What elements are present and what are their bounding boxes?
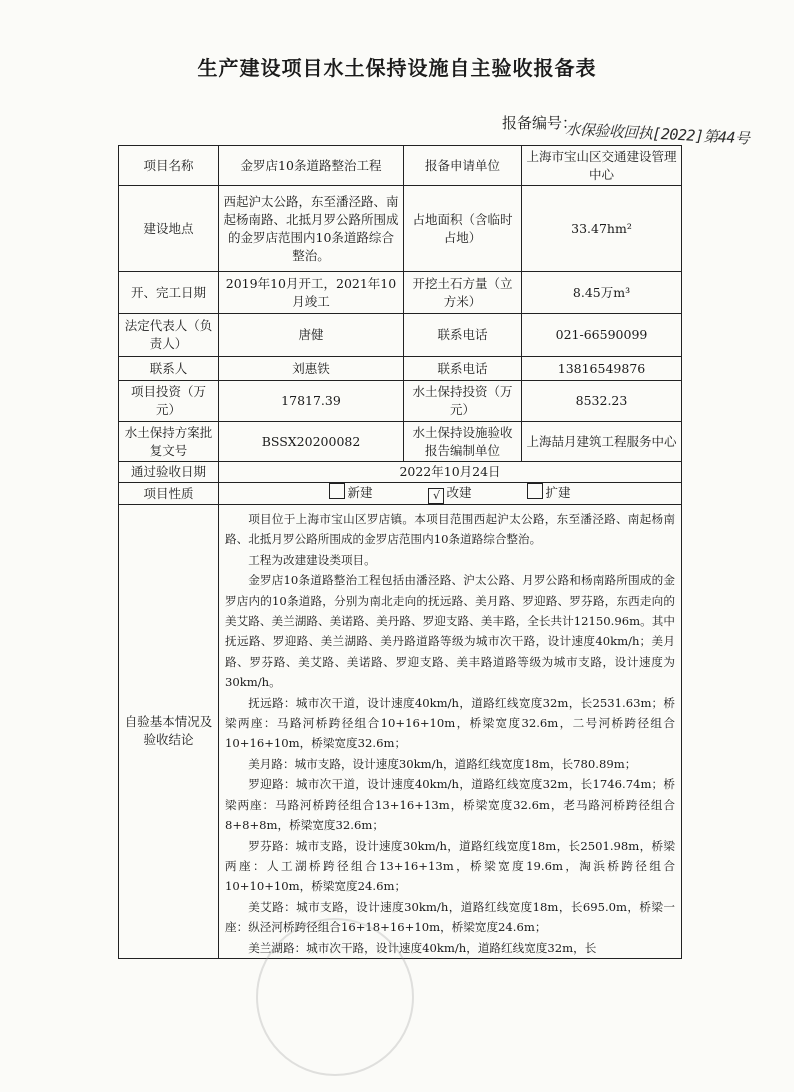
conclusion-paragraph: 罗芬路：城市支路，设计速度30km/h，道路红线宽度18m，长2501.98m，桥梁两座：人工湖桥跨径组合13+16+13m，桥梁宽度19.6m，淘浜桥跨径组合10+10+10m，桥梁宽度24.6m；: [225, 838, 675, 894]
row-project-name: [119, 146, 682, 186]
option-rebuild: [428, 484, 471, 504]
applicant-label: 报备申请单位: [404, 146, 522, 186]
checkbox-new: [329, 483, 345, 499]
conclusion-label: 自验基本情况及验收结论: [119, 505, 219, 959]
page-title: 生产建设项目水土保持设施自主验收报备表: [197, 56, 597, 80]
area-value: 33.47hm²: [522, 186, 682, 272]
registration-number: 水保验收回执[2022]第44号: [564, 119, 750, 148]
conclusion-paragraph: 抚远路：城市次干道，设计速度40km/h，道路红线宽度32m，长2531.63m；桥梁两座：马路河桥跨径组合10+16+10m，桥梁宽度32.6m，二号河桥跨径组合10+16+10m，桥梁宽度32.6m；: [225, 695, 675, 751]
report-unit-value: 上海喆月建筑工程服务中心: [522, 422, 682, 462]
swc-investment-label: 水土保持投资（万元）: [404, 381, 522, 422]
approval-label: 水土保持方案批复文号: [119, 422, 219, 462]
option-new-label: 新建: [347, 485, 373, 500]
legal-rep-label: 法定代表人（负责人）: [119, 314, 219, 357]
row-acceptance-date: [119, 462, 682, 483]
registration-label: 报备编号：: [502, 114, 578, 132]
swc-investment-value: 8532.23: [522, 381, 682, 422]
location-label: 建设地点: [119, 186, 219, 272]
row-conclusion: [119, 505, 682, 959]
legal-rep-value: 唐健: [219, 314, 404, 357]
row-dates: [119, 272, 682, 314]
nature-label: 项目性质: [119, 483, 219, 505]
conclusion-paragraph: 罗迎路：城市次干道，设计速度40km/h，道路红线宽度32m，长1746.74m；桥梁两座：马路河桥跨径组合13+16+13m，桥梁宽度32.6m，老马路河桥跨径组合8+8+8m，桥梁宽度32.6m；: [225, 777, 675, 833]
row-investment: [119, 381, 682, 422]
option-rebuild-label: 改建: [446, 485, 472, 500]
contact-value: 刘惠铁: [219, 357, 404, 381]
earthwork-label: 开挖土石方量（立方米）: [404, 272, 522, 314]
dates-label: 开、完工日期: [119, 272, 219, 314]
nature-options: [219, 483, 682, 505]
conclusion-paragraph: 金罗店10条道路整治工程包括由潘泾路、沪太公路、月罗公路和杨南路所围成的金罗店内的10条道路，分别为南北走向的抚远路、美月路、罗迎路、罗芬路，东西走向的美艾路、美兰湖路、美诺路、美丹路、罗迎支路、美丰路，全长共计12150.96m。其中抚远路、罗迎路、美兰湖路、美丹路道路等级为城市次干路，设计速度40km/h；美月路、罗芬路、美艾路、美诺路、罗迎支路、美丰路道路等级为城市支路，设计速度为30km/h。: [225, 573, 675, 690]
project-name-value: 金罗店10条道路整治工程: [219, 146, 404, 186]
option-expand: [527, 483, 570, 502]
row-project-nature: [119, 483, 682, 505]
filing-form-table: [118, 145, 682, 959]
applicant-value: 上海市宝山区交通建设管理中心: [522, 146, 682, 186]
area-label: 占地面积（含临时占地）: [404, 186, 522, 272]
row-location: [119, 186, 682, 272]
conclusion-body: [219, 505, 682, 959]
earthwork-value: 8.45万m³: [522, 272, 682, 314]
faint-seal-stamp: [256, 918, 414, 1076]
dates-value: 2019年10月开工，2021年10月竣工: [219, 272, 404, 314]
report-unit-label: 水土保持设施验收报告编制单位: [404, 422, 522, 462]
acceptance-date-value: 2022年10月24日: [219, 462, 682, 483]
conclusion-paragraph: 美月路：城市支路，设计速度30km/h，道路红线宽度18m，长780.89m；: [248, 756, 637, 771]
conclusion-paragraph: 美兰湖路：城市次干路，设计速度40km/h，道路红线宽度32m，长: [248, 940, 597, 955]
row-contact: [119, 357, 682, 381]
conclusion-paragraph: 美艾路：城市支路，设计速度30km/h，道路红线宽度18m，长695.0m，桥梁一座：纵泾河桥跨径组合16+18+16+10m，桥梁宽度24.6m；: [225, 899, 675, 935]
investment-label: 项目投资（万元）: [119, 381, 219, 422]
approval-value: BSSX20200082: [219, 422, 404, 462]
row-legal-rep: [119, 314, 682, 357]
contact-phone-value: 13816549876: [522, 357, 682, 381]
project-name-label: 项目名称: [119, 146, 219, 186]
option-expand-label: 扩建: [545, 485, 571, 500]
contact-label: 联系人: [119, 357, 219, 381]
investment-value: 17817.39: [219, 381, 404, 422]
acceptance-date-label: 通过验收日期: [119, 462, 219, 483]
phone-label: 联系电话: [404, 314, 522, 357]
location-value: 西起沪太公路，东至潘泾路、南起杨南路、北抵月罗公路所围成的金罗店范围内10条道路综合整治。: [219, 186, 404, 272]
phone-value: 021-66590099: [522, 314, 682, 357]
conclusion-paragraph: 工程为改建建设类项目。: [248, 552, 376, 567]
contact-phone-label: 联系电话: [404, 357, 522, 381]
checkbox-expand: [527, 483, 543, 499]
conclusion-paragraph: 项目位于上海市宝山区罗店镇。本项目范围西起沪太公路，东至潘泾路、南起杨南路、北抵月罗公路所围成的金罗店范围内10条道路综合整治。: [225, 512, 675, 547]
row-approval: [119, 422, 682, 462]
option-new: [329, 483, 372, 502]
checkbox-rebuild-checked: √: [428, 488, 444, 504]
